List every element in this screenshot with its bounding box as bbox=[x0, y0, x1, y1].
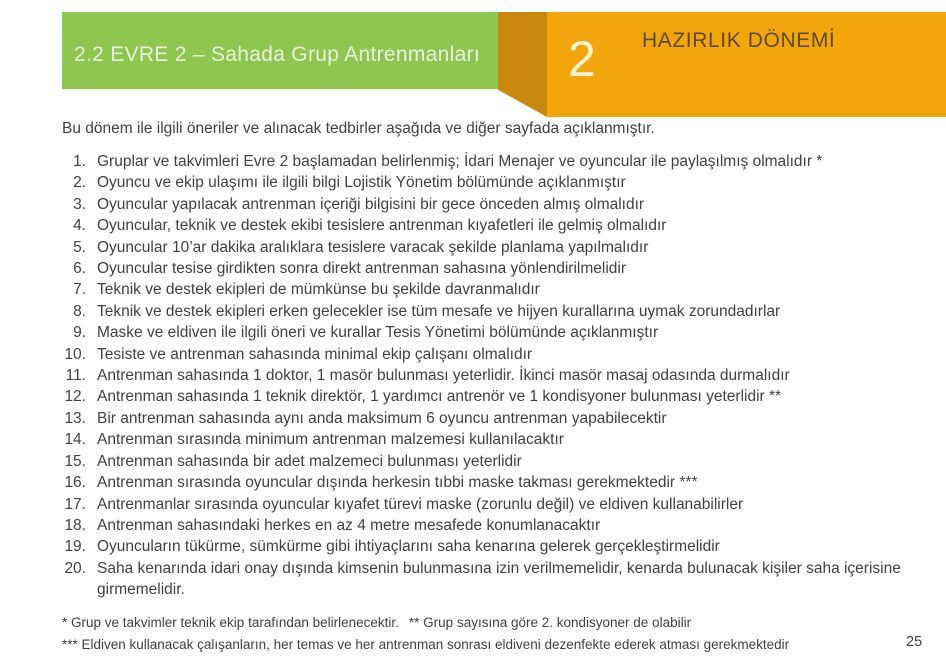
footnote-3: *** Eldiven kullanacak çalışanların, her temas ve her antrenman sonrası eldiveni dezenfekte ederek atması gerekmektedir bbox=[62, 637, 790, 652]
list-item bbox=[62, 322, 928, 343]
list-item-number: 11. bbox=[65, 367, 86, 385]
list-item-number: 19. bbox=[64, 538, 86, 556]
list-item bbox=[62, 151, 928, 172]
list-item-number: 5. bbox=[73, 238, 86, 256]
list-item-text: Antrenman sırasında oyuncular dışında herkesin tıbbi maske takması gerekmektedir *** bbox=[97, 474, 698, 492]
list-item bbox=[62, 558, 928, 601]
list-item bbox=[62, 344, 928, 365]
list-item-number: 1. bbox=[73, 153, 86, 170]
list-item-text: Oyuncuların tükürme, sümkürme gibi ihtiyaçlarını saha kenarına gelerek gerçekleştirmelidir bbox=[97, 538, 720, 556]
list-item-number: 15. bbox=[64, 452, 86, 470]
list-item bbox=[62, 258, 928, 279]
list-item-text: Oyuncu ve ekip ulaşımı ile ilgili bilgi Lojistik Yönetim bölümünde açıklanmıştır bbox=[97, 174, 626, 192]
list-item-number: 12. bbox=[64, 388, 86, 406]
list-item-text: Saha kenarında idari onay dışında kimsenin bulunmasına izin verilmemelidir, kenarda bulunacak kişiler saha içerisine girmemelidir. bbox=[97, 559, 901, 599]
list-item-number: 6. bbox=[73, 260, 86, 278]
intro-paragraph: Bu dönem ile ilgili öneriler ve alınacak tedbirler aşağıda ve diğer sayfada açıklanmıştır. bbox=[62, 120, 655, 137]
list-item-text: Antrenman sahasında bir adet malzemeci bulunması yeterlidir bbox=[97, 452, 522, 470]
list-item-number: 10. bbox=[64, 345, 86, 363]
section-banner-label: 2.2 EVRE 2 – Sahada Grup Antrenmanları bbox=[74, 42, 480, 66]
footnote-line-1 bbox=[62, 612, 902, 634]
list-item-number: 9. bbox=[73, 324, 86, 342]
list-item-number: 18. bbox=[64, 516, 86, 534]
list-item-text: Antrenmanlar sırasında oyuncular kıyafet türevi maske (zorunlu değil) ve eldiven kullanabilirler bbox=[97, 495, 744, 513]
list-item-text: Tesiste ve antrenman sahasında minimal ekip çalışanı olmalıdır bbox=[97, 345, 533, 363]
list-item-number: 3. bbox=[73, 195, 86, 213]
chapter-banner bbox=[547, 12, 946, 117]
list-item-text: Oyuncular yapılacak antrenman içeriği bilgisini bir gece önceden almış olmalıdır bbox=[97, 195, 645, 213]
list-item-text: Maske ve eldiven ile ilgili öneri ve kurallar Tesis Yönetimi bölümünde açıklanmıştır bbox=[97, 324, 659, 342]
list-item-number: 2. bbox=[73, 174, 86, 192]
list-item bbox=[62, 536, 928, 557]
list-item bbox=[62, 515, 928, 536]
section-banner bbox=[62, 12, 498, 89]
chapter-number: 2 bbox=[568, 31, 596, 87]
list-item bbox=[62, 172, 928, 193]
list-item bbox=[62, 215, 928, 236]
footnote-2: ** Grup sayısına göre 2. kondisyoner de olabilir bbox=[408, 615, 692, 630]
list-item-text: Gruplar ve takvimleri Evre 2 başlamadan belirlenmiş; İdari Menajer ve oyuncular ile paylaşılmış olmalıdır * bbox=[97, 153, 823, 170]
list-item bbox=[62, 472, 928, 493]
list-item bbox=[62, 451, 928, 472]
list-item bbox=[62, 408, 928, 429]
list-item-number: 17. bbox=[64, 495, 86, 513]
list-item-text: Antrenman sahasında 1 doktor, 1 masör bulunması yeterlidir. İkinci masör masaj odasında durmalıdır bbox=[97, 367, 790, 385]
list-item bbox=[62, 494, 928, 515]
page-number: 25 bbox=[906, 634, 923, 650]
list-item-text: Oyuncular 10’ar dakika aralıklara tesislere varacak şekilde planlama yapılmalıdır bbox=[97, 238, 649, 256]
footnote-1: * Grup ve takvimler teknik ekip tarafından belirlenecektir. bbox=[62, 615, 399, 630]
chapter-title: HAZIRLIK DÖNEMİ bbox=[642, 29, 836, 52]
list-item bbox=[62, 237, 928, 258]
list-item-number: 7. bbox=[73, 281, 86, 299]
list-item-text: Teknik ve destek ekipleri erken gelecekler ise tüm mesafe ve hijyen kurallarına uymak zorundadırlar bbox=[97, 302, 781, 320]
list-item-text: Antrenman sahasında 1 teknik direktör, 1 yardımcı antrenör ve 1 kondisyoner bulunması yeterlidir ** bbox=[97, 388, 782, 406]
list-item-text: Oyuncular, teknik ve destek ekibi tesislere antrenman kıyafetleri ile gelmiş olmalıdır bbox=[97, 217, 667, 235]
footnote-line-2 bbox=[62, 634, 902, 656]
list-item bbox=[62, 301, 928, 322]
list-item bbox=[62, 194, 928, 215]
list-item-number: 8. bbox=[73, 302, 86, 320]
ribbon-fold bbox=[498, 12, 547, 117]
list-item-text: Teknik ve destek ekipleri de mümkünse bu şekilde davranmalıdır bbox=[97, 281, 540, 299]
list-item-text: Antrenman sahasındaki herkes en az 4 metre mesafede konumlanacaktır bbox=[97, 516, 601, 534]
footnotes bbox=[62, 612, 902, 656]
list-item-number: 14. bbox=[64, 431, 86, 449]
list-item-text: Antrenman sırasında minimum antrenman malzemesi kullanılacaktır bbox=[97, 431, 564, 449]
list-item bbox=[62, 279, 928, 300]
list-item-number: 4. bbox=[73, 217, 86, 235]
list-item bbox=[62, 386, 928, 407]
list-item-text: Bir antrenman sahasında aynı anda maksimum 6 oyuncu antrenman yapabilecektir bbox=[97, 409, 667, 427]
list-item-number: 13. bbox=[64, 409, 86, 427]
list-item bbox=[62, 365, 928, 386]
list-item-number: 16. bbox=[64, 474, 86, 492]
list-item bbox=[62, 429, 928, 450]
list-item-text: Oyuncular tesise girdikten sonra direkt antrenman sahasına yönlendirilmelidir bbox=[97, 260, 626, 278]
list-item-number: 20. bbox=[64, 559, 86, 577]
guideline-list bbox=[62, 151, 928, 601]
